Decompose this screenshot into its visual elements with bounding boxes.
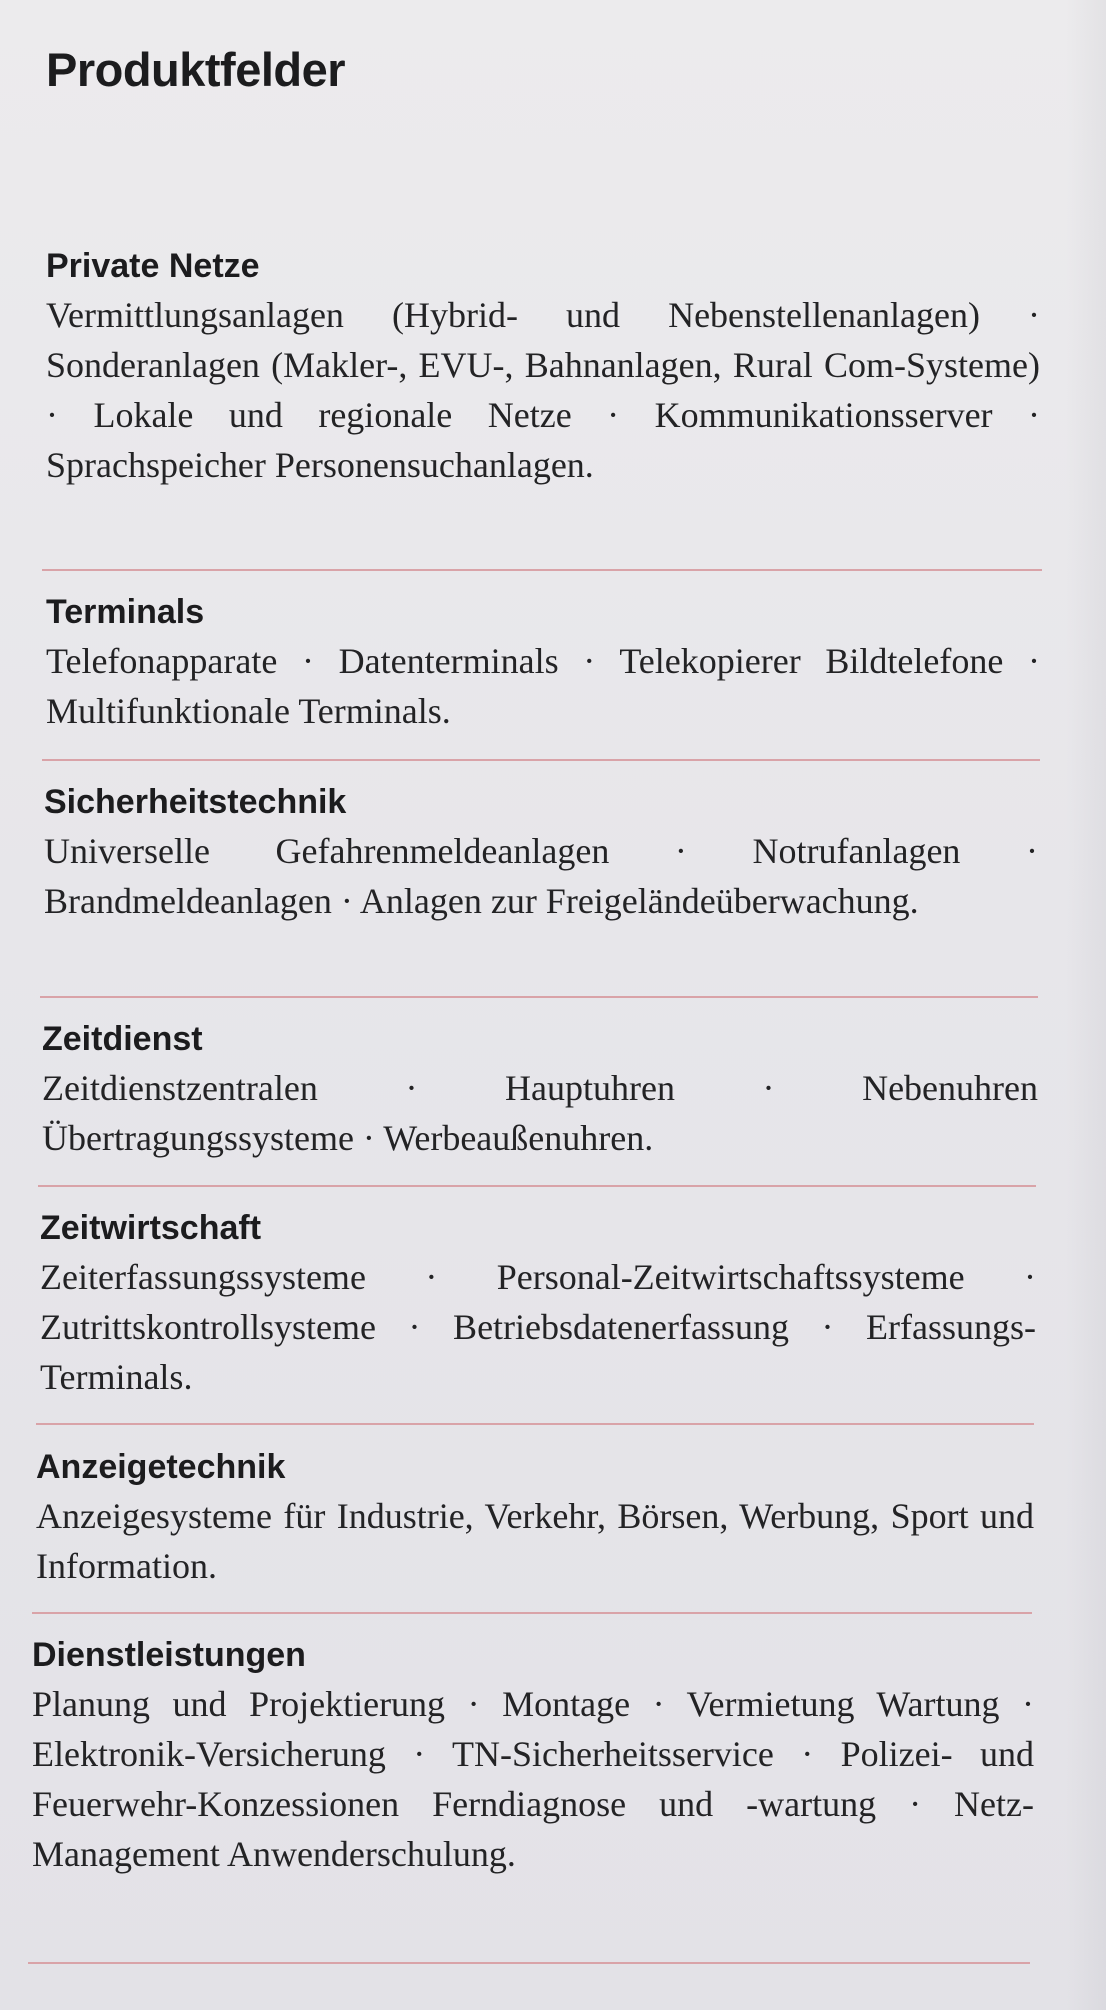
section-body: Universelle Gefahrenmeldeanlagen · Notrufanlagen · Brandmeldeanlagen · Anlagen zur Freigeländeüberwachung. [44,831,1038,921]
section-dienstleistungen [32,1635,1034,1879]
section-heading: Terminals [46,593,205,631]
section-body: Zeitdienstzentralen · Hauptuhren · Nebenuhren Übertragungssysteme · Werbeaußenuhren. [42,1068,1038,1158]
section-terminals [46,592,1040,736]
section-body: Anzeigesysteme für Industrie, Verkehr, Börsen, Werbung, Sport und Information. [36,1496,1034,1586]
section-body: Planung und Projektierung · Montage · Vermietung Wartung · Elektronik-Versicherung · TN-Sicherheitsservice · Polizei- und Feuerwehr-Konzessionen Ferndiagnose und -wartung · Netz-Management Anwenderschulung. [32,1684,1034,1874]
section-divider [40,996,1038,998]
section-heading: Zeitdienst [42,1020,203,1058]
section-body: Telefonapparate · Datenterminals · Telekopierer Bildtelefone · Multifunktionale Terminals. [46,641,1040,731]
section-private-netze [46,246,1040,490]
section-heading: Private Netze [46,247,260,285]
section-divider [32,1612,1032,1614]
section-divider [38,1185,1036,1187]
section-heading: Zeitwirtschaft [40,1209,262,1247]
section-body: Zeiterfassungssysteme · Personal-Zeitwirtschaftssysteme · Zutrittskontrollsysteme · Betriebsdatenerfassung · Erfassungs-Terminals. [40,1257,1036,1397]
section-divider [42,569,1042,571]
page-edge-shadow [1066,0,1106,2010]
section-heading: Sicherheitstechnik [44,783,347,821]
section-body: Vermittlungsanlagen (Hybrid- und Nebenstellenanlagen) · Sonderanlagen (Makler-, EVU-, Bahnanlagen, Rural Com-Systeme) · Lokale und regionale Netze · Kommunikationsserver · Sprachspeicher Personensuchanlagen. [46,295,1040,485]
section-divider [36,1423,1034,1425]
section-heading: Dienstleistungen [32,1636,306,1674]
page-title: Produktfelder [46,43,346,96]
section-divider [28,1962,1030,1964]
section-anzeigetechnik [36,1447,1034,1591]
section-heading: Anzeigetechnik [36,1448,286,1486]
section-divider [42,759,1040,761]
section-sicherheitstechnik [44,782,1038,926]
section-zeitdienst [42,1019,1038,1163]
section-zeitwirtschaft [40,1208,1036,1402]
